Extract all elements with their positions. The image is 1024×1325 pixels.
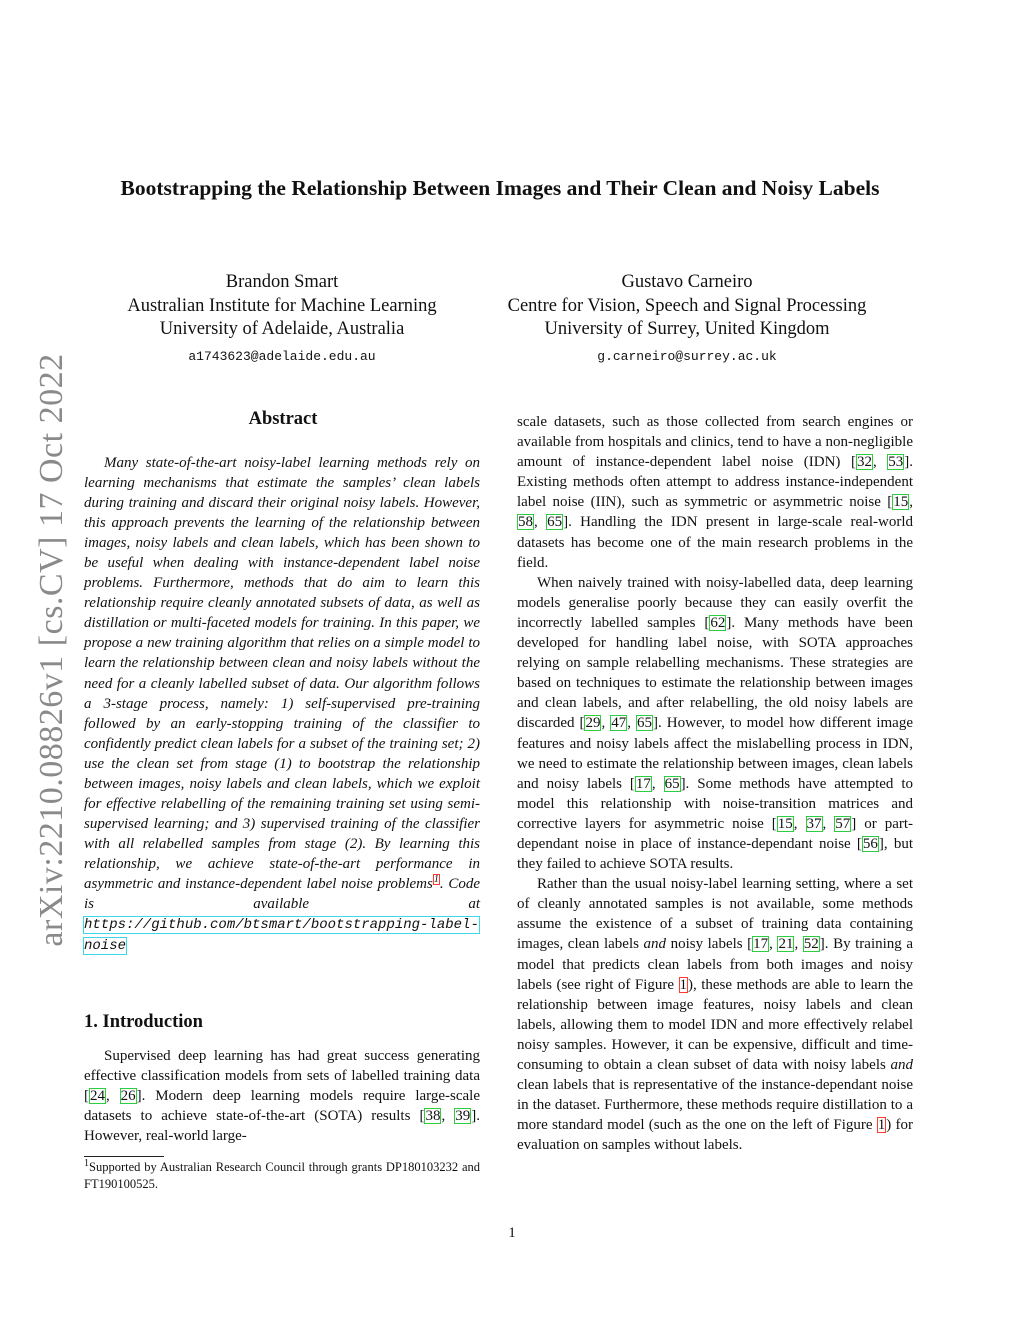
footnote-ref[interactable]: 1: [433, 873, 439, 885]
text-run: When naively trained with noisy-labelled data, deep learning models generalise poorly because they can easily overfit the incorrectly labelled samples [: [517, 574, 913, 631]
paragraph: scale datasets, such as those collected from search engines or available from hospitals and clinics, tend to have a non-negligible amount of instance-dependent label noise (IDN) [32, 53]. Existing methods often attempt to address instance-independent label noise (IIN), such as symmetric or asymmetric noise [15, 58, 65]. Handling the IDN present in large-scale real-world datasets has become one of the main research problems in the field.: [517, 414, 914, 571]
citation-link[interactable]: 29: [585, 715, 601, 732]
text-run: ) for evaluation on samples without labels.: [517, 1117, 913, 1154]
author-name: Brandon Smart: [225, 272, 339, 292]
author-name: Gustavo Carneiro: [621, 272, 753, 292]
text-run: Rather than the usual noisy-label learning setting, where a set of cleanly annotated samples is not available, some methods assume the existence of a subset of training data containing images, clean labels: [517, 876, 913, 953]
citation-link[interactable]: 21: [778, 936, 794, 953]
author-email[interactable]: a1743623@adelaide.edu.au: [188, 348, 376, 364]
footnote-rule: [84, 1156, 164, 1157]
footnote-mark: 1: [84, 1157, 89, 1169]
citation-link[interactable]: 65: [637, 715, 653, 732]
text-run: clean labels that is representative of the instance-dependant noise in the dataset. Furthermore, these methods require distillation to a more standard model (such as the one on the left of Figure: [517, 1077, 913, 1134]
footnote-text: Supported by Australian Research Council through grants DP180103232 and FT190100525.: [84, 1160, 480, 1191]
author-affiliation: Centre for Vision, Speech and Signal Processing: [507, 295, 867, 316]
page-number: 1: [508, 1225, 516, 1241]
citation-link[interactable]: 58: [518, 514, 533, 531]
citation-link[interactable]: 65: [547, 514, 563, 531]
author-block-2: [486, 271, 888, 368]
text-run: ]. Many methods have been developed for handling label noise, with SOTA approaches relying on sample relabelling mechanisms. These strategies are based on techniques to estimate the relationship between images and clean labels, and after relabelling, the old noisy labels are discarded [: [517, 614, 914, 732]
citation-link[interactable]: 15: [777, 815, 793, 832]
citation-link[interactable]: 65: [664, 775, 680, 792]
abstract-body: Many state-of-the-art noisy-label learning methods rely on learning mechanisms that estimate the samples’ clean labels during training and discard their original noisy labels. However, this approach prevents the learning of the relationship between images, noisy labels and clean labels, which has been shown to be useful when dealing with instance-dependent label noise problems. Furthermore, methods that do aim to learn this relationship require cleanly annotated subsets of data, as well as distillation or multi-faceted models for training. In this paper, we propose a new training algorithm that relies on a simple model to learn the relationship between clean and noisy labels without the need for a cleanly labelled subset of data. Our algorithm follows a 3-stage process, namely: 1) self-supervised pre-training followed by an early-stopping training of the classifier to confidently predict clean labels for a subset of the training set; 2) use the clean set from stage (1) to bootstrap the relationship between images, noisy labels and clean labels, which we exploit for effective relabelling of the remaining training set using semi-supervised learning; and 3) supervised training of the classifier with all relabelled samples from stage (2). By learning this relationship, we achieve state-of-the-art performance in asymmetric and instance-dependent label noise problems: [84, 455, 480, 892]
citation-link[interactable]: 57: [835, 815, 851, 832]
citation-link[interactable]: 52: [803, 936, 819, 953]
author-email[interactable]: g.carneiro@surrey.ac.uk: [597, 348, 777, 364]
text-run: ]. Existing methods often attempt to address instance-independent label noise (IIN), such as symmetric or asymmetric noise [: [517, 454, 914, 511]
arxiv-stamp: [30, 352, 74, 948]
citation-link[interactable]: 47: [611, 715, 627, 732]
text-run: Supervised deep learning has had great success generating effective classification models from sets of labelled training data [: [84, 1048, 480, 1104]
citation-link[interactable]: 32: [856, 454, 872, 471]
citation-link[interactable]: 62: [710, 614, 726, 631]
citation-link[interactable]: 24: [90, 1088, 105, 1104]
arxiv-stamp-text: arXiv:2210.08826v1 [cs.CV] 17 Oct 2022: [33, 353, 70, 947]
citation-link[interactable]: 53: [888, 454, 904, 471]
text-run: ]. However, to model how different image features and noisy labels affect the mislabelling process in IDN, we need to estimate the relationship between images, clean labels and noisy labels [: [517, 715, 913, 792]
abstract-text: [84, 453, 480, 956]
citation-link[interactable]: 26: [120, 1088, 136, 1104]
citation-link[interactable]: 39: [455, 1108, 471, 1124]
figure-ref-link[interactable]: 1: [679, 976, 687, 993]
section-heading-introduction: 1. Introduction: [84, 1012, 203, 1032]
paragraph: Rather than the usual noisy-label learning setting, where a set of cleanly annotated samples is not available, some methods assume the existence of a subset of training data containing images, clean labels and noisy labels [17, 21, 52]. By training a model that predicts clean labels from both images and noisy labels (see right of Figure 1), these methods are able to learn the relationship between image features, noisy labels and clean labels, allowing them to model IDN and more effectively relabel noisy samples. However, it can be expensive, difficult and time-consuming to obtain a clean subset of data with noisy labels and clean labels that is representative of the instance-dependant noise in the dataset. Furthermore, these methods require distillation to a more standard model (such as the one on the left of Figure 1) for evaluation on samples without labels.: [517, 876, 913, 1154]
text-run: ]. Modern deep learning models require large-scale datasets to achieve state-of-the-art (SOTA) results [: [84, 1088, 481, 1124]
text-run: ]. Some methods have attempted to model this relationship with noise-transition matrices and corrective layers for asymmetric noise [: [517, 775, 913, 832]
footnote: [84, 1159, 480, 1193]
paragraph: When naively trained with noisy-labelled data, deep learning models generalise poorly because they can easily overfit the incorrectly labelled samples [62]. Many methods have been developed for handling label noise, with SOTA approaches relying on sample relabelling mechanisms. These strategies are based on techniques to estimate the relationship between images and clean labels, and after relabelling, the old noisy labels are discarded [29, 47, 65]. However, to model how different image features and noisy labels affect the mislabelling process in IDN, we need to estimate the relationship between images, clean labels and noisy labels [17, 65]. Some methods have attempted to model this relationship with noise-transition matrices and corrective layers for asymmetric noise [15, 37, 57] or part-dependant noise in place of instance-dependant noise [56], but they failed to achieve SOTA results.: [517, 574, 914, 873]
text-run: ] or part-dependant noise in place of instance-dependant noise [: [517, 815, 914, 852]
abstract-heading: Abstract: [248, 409, 318, 429]
abstract-code-text: . Code is available at: [84, 875, 481, 913]
text-run: noisy labels [: [666, 936, 753, 953]
citation-link[interactable]: 37: [806, 815, 822, 832]
introduction-paragraph: Supervised deep learning has had great success generating effective classification models from sets of labelled training data [24, 26]. Modern deep learning models require large-scale datasets to achieve state-of-the-art (SOTA) results [38, 39]. However, real-world large-: [84, 1048, 481, 1144]
citation-link[interactable]: 17: [635, 775, 651, 792]
author-affiliation: University of Surrey, United Kingdom: [544, 319, 830, 339]
code-link[interactable]: https://github.com/btsmart/bootstrapping-label-noise: [84, 917, 479, 955]
citation-link[interactable]: 15: [893, 494, 909, 511]
emphasis: and: [890, 1057, 913, 1073]
text-run: scale datasets, such as those collected from search engines or available from hospitals and clinics, tend to have a non-negligible amount of instance-dependent label noise (IDN) [: [517, 414, 913, 471]
paper-title: Bootstrapping the Relationship Between Images and Their Clean and Noisy Labels: [120, 176, 880, 200]
author-affiliation: University of Adelaide, Australia: [159, 319, 405, 339]
text-run: ), these methods are able to learn the relationship between image features, noisy labels and clean labels, allowing them to model IDN and more effectively relabel noisy samples. However, it can be expensive, difficult and time-consuming to obtain a clean subset of data with noisy labels: [517, 976, 913, 1073]
text-run: ]. By training a model that predicts clean labels from both images and noisy labels (see right of Figure: [517, 936, 913, 993]
emphasis: and: [643, 936, 667, 953]
text-run: ]. Handling the IDN present in large-scale real-world datasets has become one of the main research problems in the field.: [517, 514, 914, 571]
author-block-1: [96, 271, 468, 368]
text-run: ]. However, real-world large-: [84, 1108, 480, 1144]
citation-link[interactable]: 38: [425, 1108, 441, 1124]
text-run: ], but they failed to achieve SOTA results.: [517, 835, 913, 873]
right-column: [517, 412, 913, 1155]
citation-link[interactable]: 17: [753, 936, 769, 953]
figure-ref-link[interactable]: 1: [877, 1117, 886, 1134]
author-affiliation: Australian Institute for Machine Learning: [127, 295, 437, 316]
citation-link[interactable]: 56: [862, 835, 878, 852]
